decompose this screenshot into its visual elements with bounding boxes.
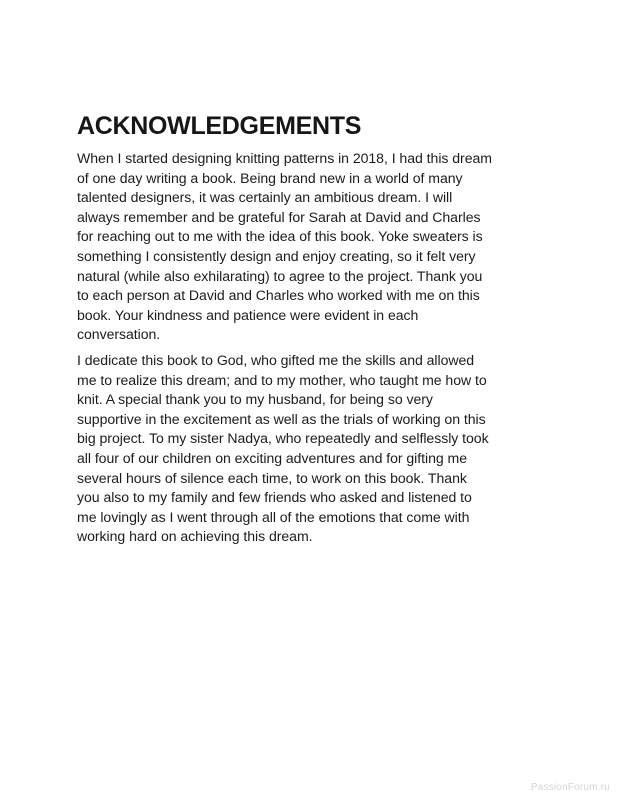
text-line: always remember and be grateful for Sarah at David and Charles — [77, 208, 481, 225]
text-line: supportive in the excitement as well as the trials of working on this — [77, 410, 486, 427]
page-heading: ACKNOWLEDGEMENTS — [77, 112, 362, 140]
text-line: working hard on achieving this dream. — [77, 528, 313, 545]
text-line: knit. A special thank you to my husband, for being so very — [77, 391, 433, 408]
site-watermark: PassionForum.ru — [530, 782, 610, 793]
text-line: you also to my family and few friends who asked and listened to — [77, 489, 472, 506]
paragraph-1 — [77, 149, 553, 345]
text-line: something I consistently design and enjoy creating, so it felt very — [77, 247, 476, 264]
text-line: talented designers, it was certainly an ambitious dream. I will — [77, 189, 453, 206]
text-line: book. Your kindness and patience were evident in each — [77, 306, 419, 323]
text-line: several hours of silence each time, to work on this book. Thank — [77, 469, 467, 486]
text-line: me to realize this dream; and to my mother, who taught me how to — [77, 371, 487, 388]
text-line: to each person at David and Charles who worked with me on this — [77, 287, 480, 304]
paragraph-2 — [77, 351, 553, 547]
acknowledgements-section — [77, 110, 553, 553]
text-line: big project. To my sister Nadya, who repeatedly and selflessly took — [77, 430, 489, 447]
text-line: When I started designing knitting patterns in 2018, I had this dream — [77, 150, 492, 166]
text-line: all four of our children on exciting adventures and for gifting me — [77, 449, 467, 466]
text-line: of one day writing a book. Being brand new in a world of many — [77, 169, 463, 186]
text-line: me lovingly as I went through all of the emotions that come with — [77, 508, 470, 525]
text-line: conversation. — [77, 326, 161, 343]
text-line: I dedicate this book to God, who gifted me the skills and allowed — [77, 351, 475, 368]
text-line: natural (while also exhilarating) to agree to the project. Thank you — [77, 267, 483, 284]
text-line: for reaching out to me with the idea of this book. Yoke sweaters is — [77, 228, 483, 245]
